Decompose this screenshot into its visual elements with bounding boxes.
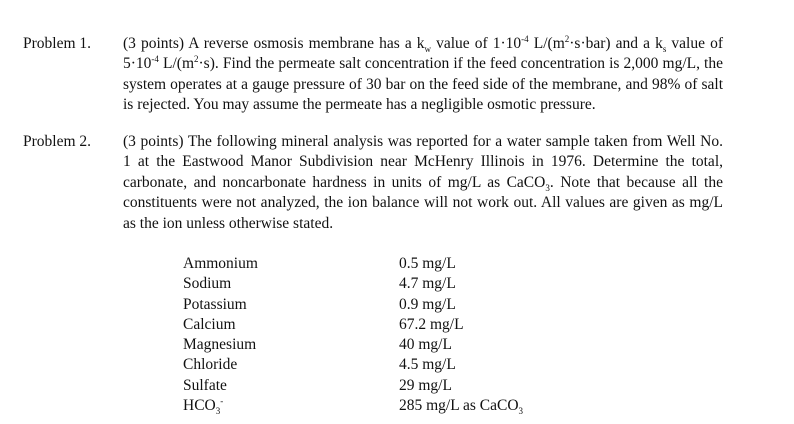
constituent-value: 0.5 mg/L <box>399 255 456 272</box>
constituent-value: 29 mg/L <box>399 376 452 394</box>
problem-1-text: (3 points) A reverse osmosis membrane has a $k_w$ value of $1\cdot 10^{-4}$ $L/(m^2\cdot s\cdot bar)$ and a $k_s$ value of $5\cdot 10^{-4}$ $L/(m^2\cdot s)$. Find the permeate salt concentration if the feed concentration is 2,000 mg/L, the system operates at a gauge pressure of 30 bar on the feed side of the membrane, and 98% of salt is rejected. You may assume the permeate has a negligible osmotic pressure. <box>123 33 723 114</box>
constituent-name: Sulfate <box>183 376 227 394</box>
constituent-value: 40 mg/L <box>399 336 452 354</box>
table-row <box>183 355 583 375</box>
constituent-value: 4.5 mg/L <box>399 356 456 374</box>
table-row <box>183 396 583 416</box>
constituent-name: Sodium <box>183 275 232 293</box>
mineral-analysis-table <box>183 254 583 416</box>
table-row <box>183 376 583 396</box>
table-row <box>183 295 583 315</box>
constituent-value: 67.2 mg/L <box>399 315 464 333</box>
problem-2-text: (3 points) The following mineral analysis was reported for a water sample taken from Well No. 1 at the Eastwood Manor Subdivision near McHenry Illinois in 1976. Determine the total, carbonate, and noncarbonate hardness in units of mg/L as CaCO$_3$. Note that because all the constituents were not analyzed, the ion balance will not work out. All values are given as mg/L as the ion unless otherwise stated. <box>123 133 723 232</box>
constituent-name: Ammonium <box>183 255 258 272</box>
table-row <box>183 254 583 274</box>
constituent-value: 4.7 mg/L <box>399 275 456 293</box>
problem-2-label: Problem 2. <box>23 133 92 150</box>
problem-1-label: Problem 1. <box>23 35 92 52</box>
table-row <box>183 274 583 294</box>
constituent-value: 0.9 mg/L <box>399 295 456 313</box>
table-row <box>183 335 583 355</box>
constituent-name: Magnesium <box>183 336 257 354</box>
constituent-name: Potassium <box>183 295 247 313</box>
constituent-value: 285 mg/L as CaCO$_3$ <box>399 397 524 417</box>
constituent-name: Chloride <box>183 356 238 374</box>
table-row <box>183 315 583 335</box>
constituent-name: $HCO_3^-$ <box>183 395 224 417</box>
constituent-name: Calcium <box>183 315 236 333</box>
